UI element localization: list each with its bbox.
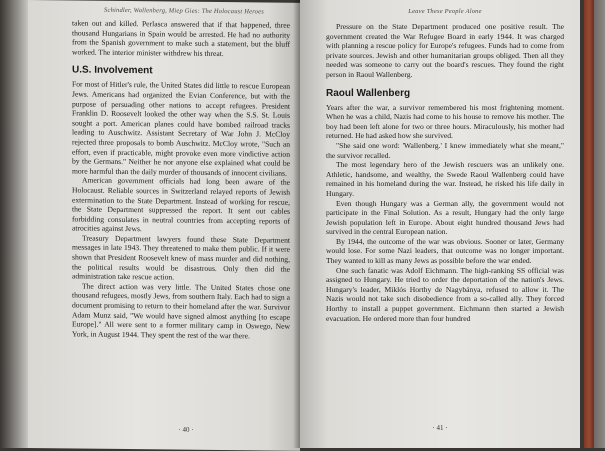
page-stack-edge (0, 0, 28, 448)
paragraph: Pressure on the State Department produced one positive result. The government created the War Refugee Board in early 1944. It was charged with planning a rescue policy for Europe's refugees. Funds had to come from private sources. Jewish and other humanitarian groups obliged. Then all they needed was someone to carry out the board's rescues. They found the right person in Raoul Wallenberg. (326, 22, 564, 79)
page-number-left: · 40 · (178, 425, 194, 434)
paragraph: Years after the war, a survivor remembered his most frightening moment. When he was a child, Nazis had come to his house to remove his mother. The boy had been left alone for two or three hours. Miraculously, his mother had returned. He had asked how she survived. (326, 102, 564, 141)
paragraph: One such fanatic was Adolf Eichmann. The high-ranking SS official was assigned to Hungary. He tried to order the deportation of the nation's Jews. Hungary's leader, Miklós Horthy de Nagybánya, refused to allow it. The Nazis would not take such disobedience from a so-called ally. They forced Horthy to install a puppet government. Eichmann then started a Jewish evacuation. He ordered more than four hundred (326, 265, 564, 323)
intro-paragraph: taken out and killed. Perlasca answered that if that happened, three thousand Hungarians in Spain would be arrested. He had no authority from the Spanish government to make such a statement, but the bluff worked. The interior minister withdrew his threat. (72, 18, 290, 58)
section-heading-raoul-wallenberg: Raoul Wallenberg (326, 87, 411, 99)
paragraph: Even though Hungary was a German ally, the government would not participate in the Final Solution. As a result, Hungary had the only large Jewish population left in Europe. About eight hundred thousand Jews had survived in the central European nation. (326, 198, 564, 237)
left-page (28, 0, 300, 451)
page-number-right: · 41 · (432, 424, 448, 432)
section-heading-us-involvement: U.S. Involvement (72, 64, 153, 77)
paragraph: American government officials had long been aware of the Holocaust. Reliable sources in Switzerland relayed reports of Jewish extermination to the State Department. Instead of working for rescue, the State Department suppressed the report. It sent out cables forbidding consulates in neutral countries from accepting reports of atrocities against Jews. (72, 175, 290, 234)
running-head-left: Schindler, Wallenberg, Miep Gies: The Holocaust Heroes (104, 6, 264, 16)
right-page (300, 0, 580, 448)
paragraph: The most legendary hero of the Jewish rescuers was an unlikely one. Athletic, handsome, and wealthy, the Swede Raoul Wallenberg could have remained in his homeland during the war. Instead, he risked his life daily in Hungary. (326, 160, 564, 198)
paragraph: For most of Hitler's rule, the United States did little to rescue European Jews. Americans had organized the Evian Conference, but with the purpose of persuading other nations to accept refugees. President Franklin D. Roosevelt looked the other way when the S.S. St. Louis sought a port. American planes could have bombed railroad tracks leading to Auschwitz. Assistant Secretary of War John J. McCloy rejected three proposals to bomb Auschwitz. McCloy wrote, "Such an effort, even if practicable, might provoke even more vindictive action by the Germans." Neither he nor anyone else explained what could be more harmful than the daily murder of thousands of innocent civilians. (72, 79, 290, 178)
cover-edge (594, 0, 605, 448)
paragraph: The direct action was very little. The United States chose one thousand refugees, mostly Jews, from southern Italy. Each had to sign a document promising to return to their homeland after the war. Survivor Adam Munz said, "We would have signed almost anything [to escape Europe]." All were sent to a former military camp in Oswego, New York, in August 1944. They spent the rest of the war there. (72, 281, 290, 341)
paragraph: Treasury Department lawyers found these State Department messages in late 1943. They threatened to make them public. If it were shown that President Roosevelt knew of mass murder and did nothing, the political results would be disastrous. Only then did the administration take rescue action. (72, 233, 290, 282)
running-head-right: Leave These People Alone (408, 8, 482, 15)
paragraph: "She said one word: 'Wallenberg.' I knew immediately what she meant," the survivor recalled. (326, 140, 564, 160)
bookmark-ribbon (584, 0, 594, 448)
paragraph: By 1944, the outcome of the war was obvious. Sooner or later, Germany would lose. For some Nazi leaders, that outcome was no longer important. They wanted to kill as many Jews as possible before the war ended. (326, 236, 564, 266)
